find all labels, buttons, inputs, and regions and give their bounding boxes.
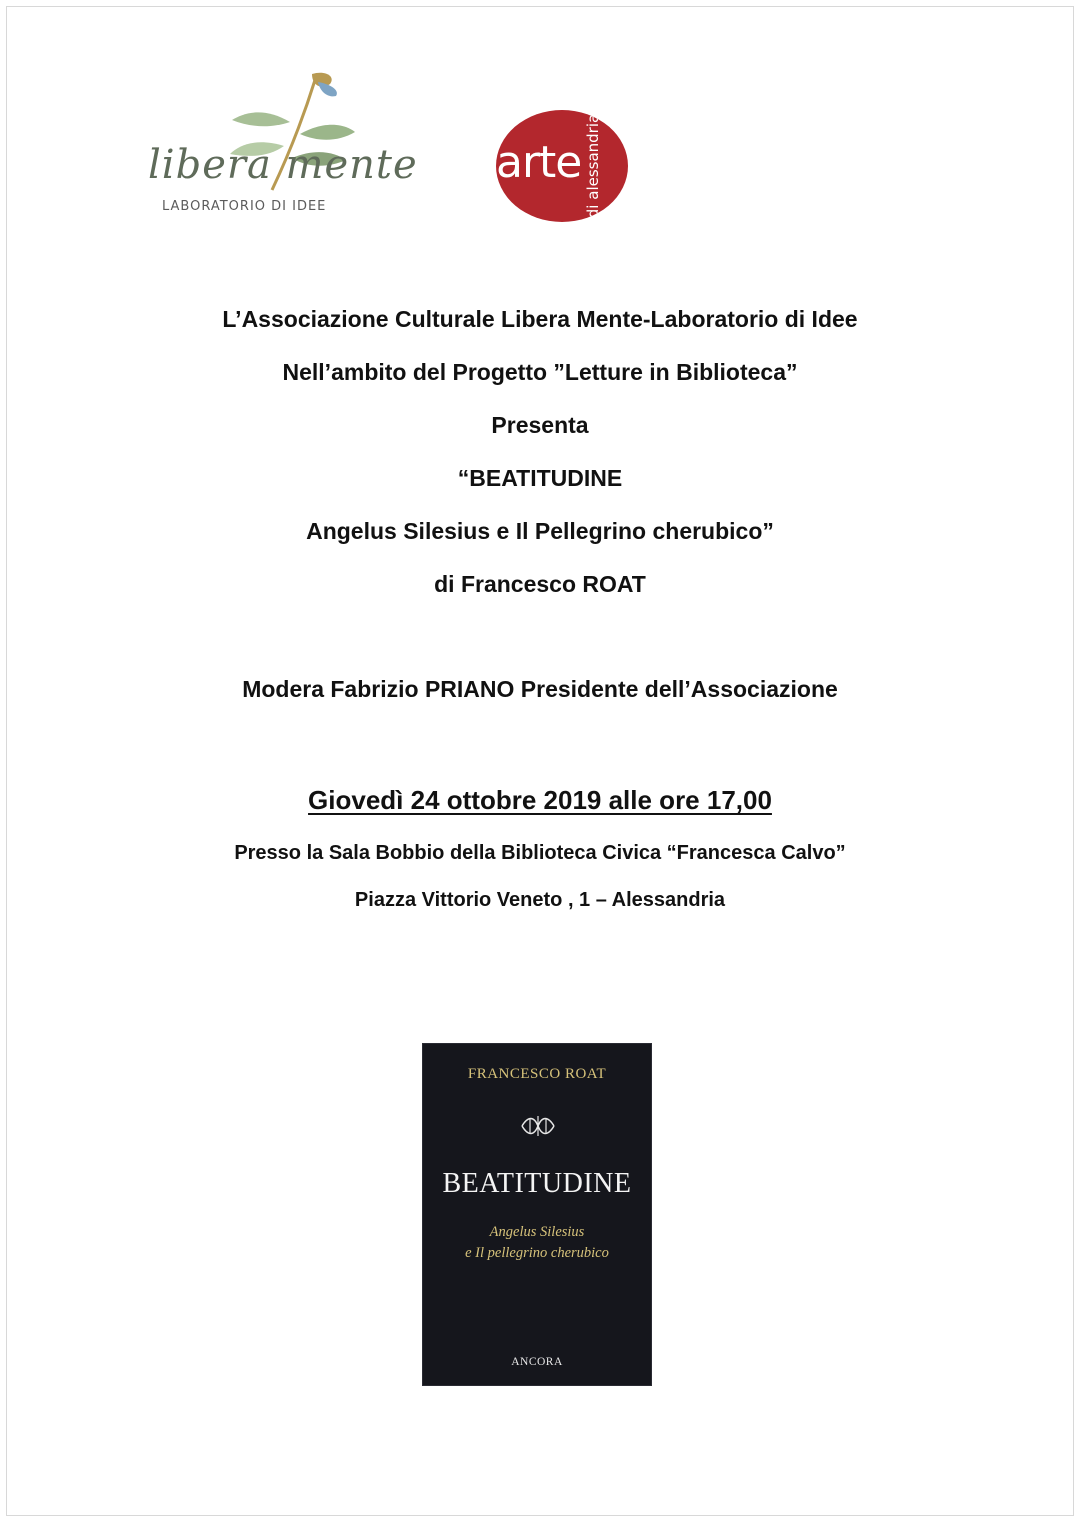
book-cover <box>422 1043 652 1386</box>
book-subtitle-line: Angelus Silesius e Il Pellegrino cherubico” <box>306 518 774 544</box>
arte-logo-subtitle: di alessandria <box>584 113 602 219</box>
author-line: di Francesco ROAT <box>434 571 646 597</box>
cover-title: BEATITUDINE <box>442 1168 632 1199</box>
libera-mente-script: libera mente <box>148 142 418 188</box>
moderator-line: Modera Fabrizio PRIANO Presidente dell’Associazione <box>242 676 838 702</box>
event-date: Giovedì 24 ottobre 2019 alle ore 17,00 <box>308 785 772 815</box>
arte-di-alessandria-logo <box>496 110 628 222</box>
arte-logo-word: arte <box>496 137 582 188</box>
event-date-container <box>0 785 1080 816</box>
cover-subtitle-line-2: e Il pellegrino cherubico <box>465 1245 609 1261</box>
cover-author: FRANCESCO ROAT <box>467 1066 607 1082</box>
libera-mente-logo <box>140 62 418 222</box>
cover-subtitle-line-1: Angelus Silesius <box>489 1224 585 1240</box>
project-line: Nell’ambito del Progetto ”Letture in Biblioteca” <box>282 359 798 385</box>
address-line: Piazza Vittorio Veneto , 1 – Alessandria <box>354 889 726 911</box>
ornament-icon <box>518 1112 558 1140</box>
cover-subtitle <box>423 1222 651 1264</box>
book-title-line: “BEATITUDINE <box>457 465 623 491</box>
venue-line: Presso la Sala Bobbio della Biblioteca Civica “Francesca Calvo” <box>234 842 846 864</box>
presents-line: Presenta <box>491 412 589 438</box>
libera-mente-subtitle: LABORATORIO DI IDEE <box>162 199 327 214</box>
cover-publisher: ANCORA <box>511 1356 563 1368</box>
association-line: L’Associazione Culturale Libera Mente-Laboratorio di Idee <box>222 306 858 332</box>
